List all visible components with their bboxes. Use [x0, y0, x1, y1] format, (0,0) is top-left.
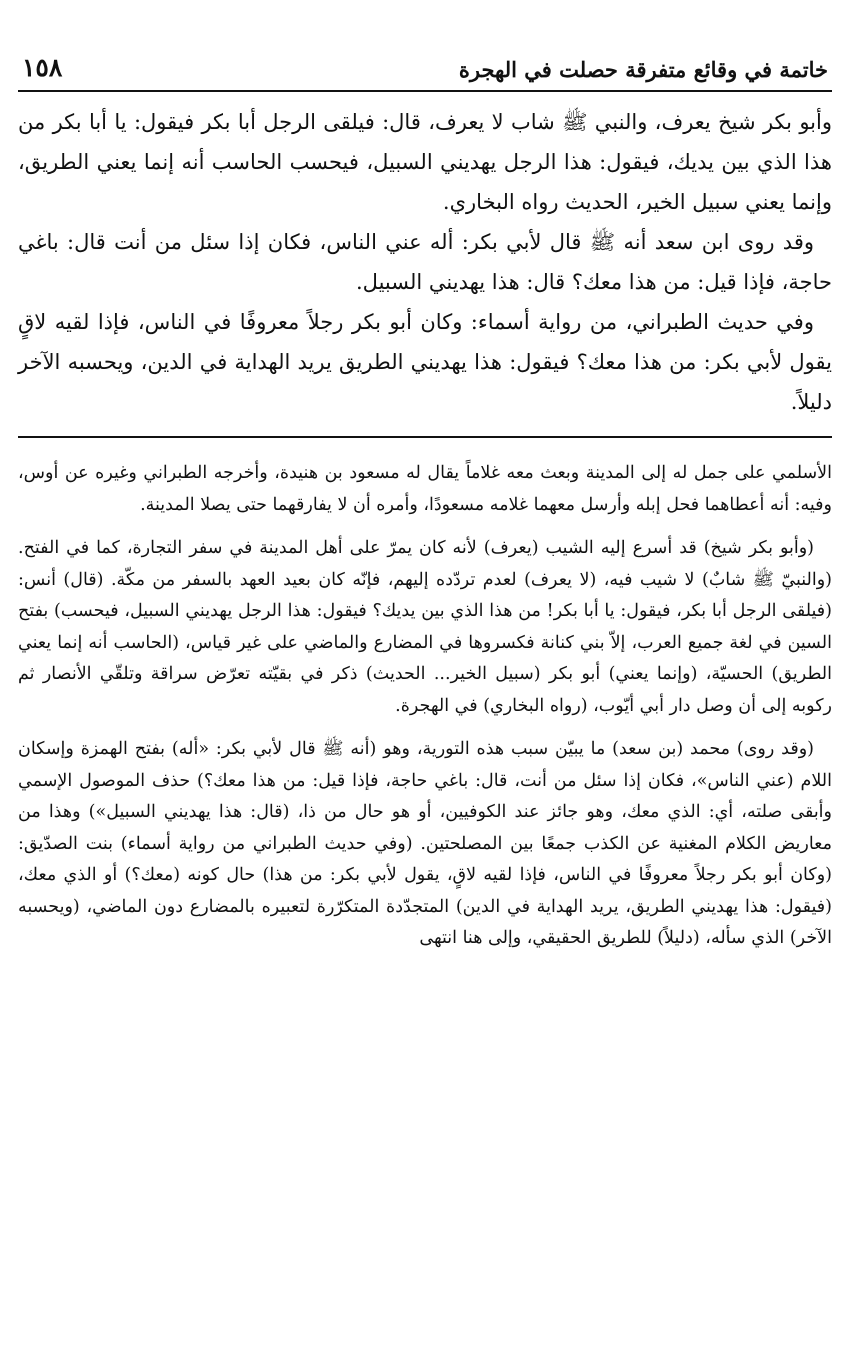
- running-title: خاتمة في وقائع متفرقة حصلت في الهجرة: [458, 57, 828, 82]
- main-paragraph: وفي حديث الطبراني، من رواية أسماء: وكان أبو بكر رجلاً معروفًا في الناس، فإذا لقيه لاقٍ يقول لأبي بكر: من هذا معك؟ فيقول: هذا يهديني الطريق يريد الهداية في الدين، ويحسبه الآخر دليلاً.: [18, 310, 832, 414]
- commentary-paragraph: (وأبو بكر شيخ) قد أسرع إليه الشيب (يعرف) لأنه كان يمرّ على أهل المدينة في سفر التجارة، كما في الفتح. (والنبيّ ﷺ شابٌ) لا شيب فيه، (لا يعرف) لعدم تردّده إليهم، فإنّه كان بعيد العهد بالسفر من مكّة. (قال) أنس: (فيلقى الرجل أبا بكر، فيقول: يا أبا بكر! من هذا الذي بين يديك؟ فيقول: هذا الرجل يهديني السبيل، فيحسب) بفتح السين في لغة جميع العرب، إلاّ بني كنانة فكسروها في المضارع والماضي على غير قياس، (الحاسب أنه إنما يعني الطريق) الحسيّة، (وإنما يعني) أبو بكر (سبيل الخير... الحديث) ذكر في بقيّته تعرّض سراقة وتلقّي الأنصار ثم ركوبه إلى أن وصل دار أبي أيّوب، (رواه البخاري) في الهجرة.: [18, 538, 832, 716]
- main-paragraph: وأبو بكر شيخ يعرف، والنبي ﷺ شاب لا يعرف، قال: فيلقى الرجل أبا بكر فيقول: يا أبا بكر من هذا الذي بين يديك، فيقول: هذا الرجل يهديني السبيل، فيحسب الحاسب أنه إنما يعني الطريق، وإنما يعني سبيل الخير، الحديث رواه البخاري.: [18, 110, 832, 214]
- commentary-section: [18, 458, 832, 955]
- main-text: [18, 102, 832, 422]
- book-page: [18, 42, 832, 967]
- main-paragraph: وقد روى ابن سعد أنه ﷺ قال لأبي بكر: أله عني الناس، فكان إذا سئل من أنت قال: باغي حاجة، فإذا قيل: من هذا معك؟ قال: هذا يهديني السبيل.: [18, 230, 832, 294]
- header-rule: [18, 90, 832, 92]
- commentary-paragraph: الأسلمي على جمل له إلى المدينة وبعث معه غلاماً يقال له مسعود بن هنيدة، وأخرجه الطبراني وغيره عن أوس، وفيه: أنه أعطاهما فحل إبله وأرسل معهما غلامه مسعودًا، وأمره أن لا يفارقهما حتى يصلا المدينة.: [18, 463, 832, 515]
- page-header: [18, 42, 832, 82]
- page-number: ١٥٨: [22, 53, 63, 82]
- commentary-paragraph: (وقد روى) محمد (بن سعد) ما يبيّن سبب هذه التورية، وهو (أنه ﷺ قال لأبي بكر: «أله) بفتح الهمزة وإسكان اللام (عني الناس»، فكان إذا سئل من أنت، قال: باغي حاجة، فإذا قيل: من هذا معك؟) حذف الموصول الإسمي وأبقى صلته، أي: الذي معك، وهو جائز عند الكوفيين، أو هو حال من ذا، (قال: هذا يهديني السبيل») وهذا من معاريض الكلام المغنية عن الكذب جمعًا بين المصلحتين. (وفي حديث الطبراني من رواية أسماء) بنت الصدّيق: (وكان أبو بكر رجلاً معروفًا في الناس، فإذا لقيه لاقٍ، يقول لأبي بكر: من هذا) حال كونه (معك؟) أو الذي معك، (فيقول: هذا يهديني الطريق، يريد الهداية في الدين) المتجدّدة المتكرّرة لتعبيره بالمضارع دون الماضي، (ويحسبه الآخر) الذي سأله، (دليلاً) للطريق الحقيقي، وإلى هنا انتهى: [18, 739, 832, 948]
- section-divider: [18, 436, 832, 438]
